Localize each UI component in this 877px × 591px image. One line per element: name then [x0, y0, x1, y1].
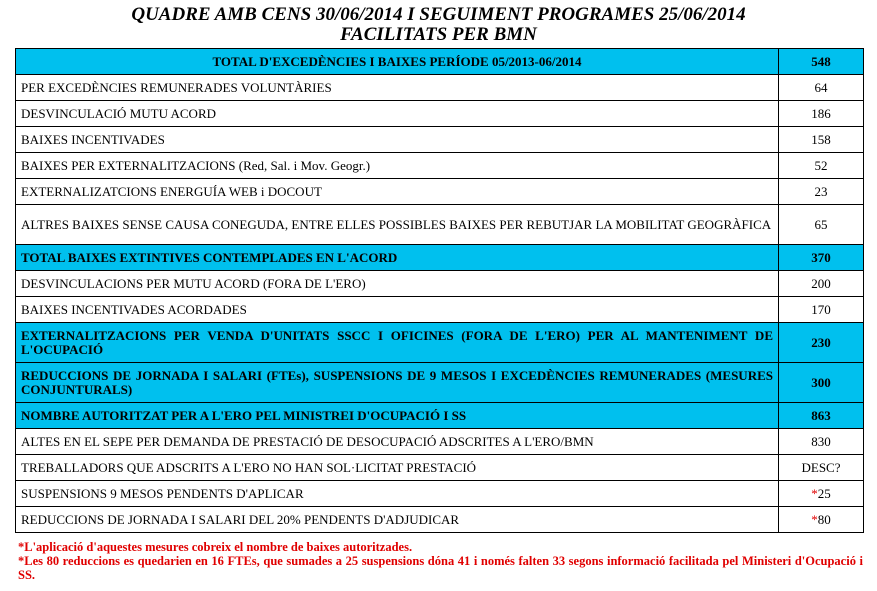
row-label: ALTES EN EL SEPE PER DEMANDA DE PRESTACIÓ DE DESOCUPACIÓ ADSCRITES A L'ERO/BMN — [16, 429, 779, 455]
row-label: EXTERNALITZACIONS PER VENDA D'UNITATS SSCC I OFICINES (FORA DE L'ERO) PER AL MANTENIMENT DE L'OCUPACIÓ — [16, 323, 779, 363]
table-row — [16, 481, 864, 507]
row-label: EXTERNALIZATCIONS ENERGUÍA WEB i DOCOUT — [16, 179, 779, 205]
table-row — [16, 455, 864, 481]
row-value: 200 — [779, 271, 864, 297]
row-label: TREBALLADORS QUE ADSCRITS A L'ERO NO HAN SOL·LICITAT PRESTACIÓ — [16, 455, 779, 481]
row-value — [779, 481, 864, 507]
row-value: 65 — [779, 205, 864, 245]
asterisk-mark: * — [811, 511, 818, 527]
row-label: BAIXES INCENTIVADES — [16, 127, 779, 153]
row-value: 370 — [779, 245, 864, 271]
row-label: NOMBRE AUTORITZAT PER A L'ERO PEL MINISTREI D'OCUPACIÓ I SS — [16, 403, 779, 429]
footnote-1: *L'aplicació d'aquestes mesures cobreix el nombre de baixes autoritzades. — [18, 540, 413, 554]
document-title: QUADRE AMB CENS 30/06/2014 I SEGUIMENT PROGRAMES 25/06/2014 — [131, 4, 746, 25]
row-value: 863 — [779, 403, 864, 429]
table-row — [16, 429, 864, 455]
row-value: 64 — [779, 75, 864, 101]
table-row — [16, 153, 864, 179]
table-row — [16, 403, 864, 429]
table-row — [16, 507, 864, 533]
row-value-number: 25 — [817, 485, 831, 501]
asterisk-mark: * — [811, 485, 818, 501]
table-row — [16, 101, 864, 127]
row-value: 230 — [779, 323, 864, 363]
table-row — [16, 75, 864, 101]
row-label: DESVINCULACIÓ MUTU ACORD — [16, 101, 779, 127]
table-row — [16, 205, 864, 245]
row-value: 158 — [779, 127, 864, 153]
table-row — [16, 127, 864, 153]
row-label: ALTRES BAIXES SENSE CAUSA CONEGUDA, ENTRE ELLES POSSIBLES BAIXES PER REBUTJAR LA MOBILITAT GEOGRÀFICA — [16, 205, 779, 245]
row-value: DESC? — [779, 455, 864, 481]
row-value: 170 — [779, 297, 864, 323]
row-value: 186 — [779, 101, 864, 127]
table-row — [16, 297, 864, 323]
row-label: REDUCCIONS DE JORNADA I SALARI (FTEs), SUSPENSIONS DE 9 MESOS I EXCEDÈNCIES REMUNERADES (MESURES CONJUNTURALS) — [16, 363, 779, 403]
row-value: 52 — [779, 153, 864, 179]
table-row — [16, 323, 864, 363]
row-label: TOTAL BAIXES EXTINTIVES CONTEMPLADES EN L'ACORD — [16, 245, 779, 271]
row-value-number: 80 — [817, 511, 831, 527]
row-value: 300 — [779, 363, 864, 403]
row-label: SUSPENSIONS 9 MESOS PENDENTS D'APLICAR — [16, 481, 779, 507]
row-label: PER EXCEDÈNCIES REMUNERADES VOLUNTÀRIES — [16, 75, 779, 101]
row-value: 830 — [779, 429, 864, 455]
row-value — [779, 507, 864, 533]
row-label: BAIXES INCENTIVADES ACORDADES — [16, 297, 779, 323]
row-label: BAIXES PER EXTERNALITZACIONS (Red, Sal. i Mov. Geogr.) — [16, 153, 779, 179]
table-row — [16, 49, 864, 75]
row-value: 548 — [779, 49, 864, 75]
data-table — [15, 48, 864, 533]
document-subtitle: FACILITATS PER BMN — [340, 24, 537, 45]
table-row — [16, 245, 864, 271]
table-row — [16, 179, 864, 205]
footnote-2: *Les 80 reduccions es quedarien en 16 FTEs, que sumades a 25 suspensions dóna 41 i només falten 33 segons informació facilitada pel Ministeri d'Ocupació i SS. — [18, 554, 863, 582]
table-row — [16, 363, 864, 403]
row-label: TOTAL D'EXCEDÈNCIES I BAIXES PERÍODE 05/2013-06/2014 — [16, 49, 779, 75]
row-value: 23 — [779, 179, 864, 205]
row-label: DESVINCULACIONS PER MUTU ACORD (FORA DE L'ERO) — [16, 271, 779, 297]
row-label: REDUCCIONS DE JORNADA I SALARI DEL 20% PENDENTS D'ADJUDICAR — [16, 507, 779, 533]
footnotes — [18, 540, 863, 582]
table-row — [16, 271, 864, 297]
